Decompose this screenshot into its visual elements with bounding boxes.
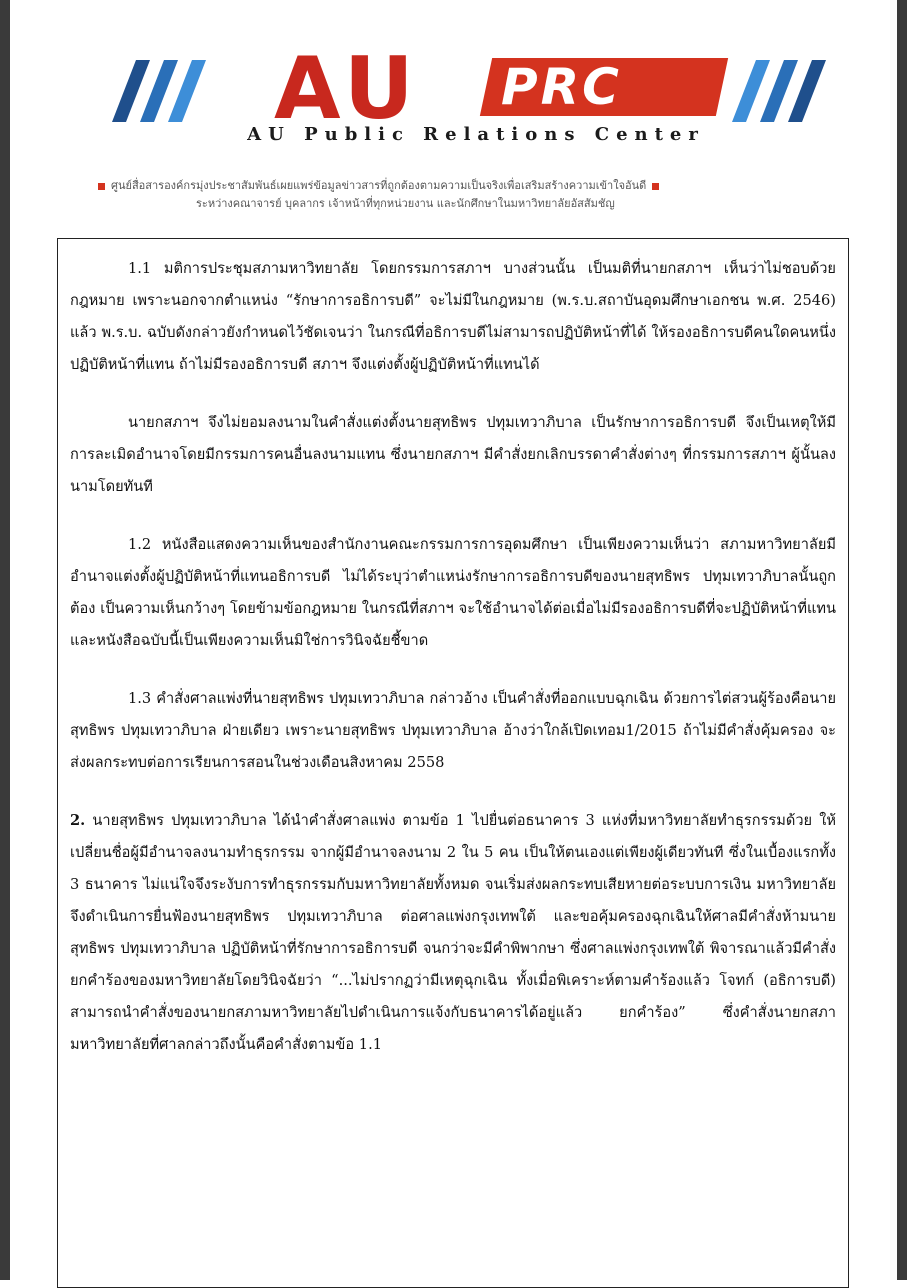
paragraph-1-1: 1.1 มติการประชุมสภามหาวิทยาลัย โดยกรรมการสภาฯ บางส่วนนั้น เป็นมติที่นายกสภาฯ เห็นว่าไม่ชอบด้วยกฎหมาย เพราะนอกจากตำแหน่ง “รักษาการอธิการบดี” จะไม่มีในกฎหมาย (พ.ร.บ.สถาบันอุดมศึกษาเอกชน พ.ศ. 2546) แล้ว พ.ร.บ. ฉบับดังกล่าวยังกำหนดไว้ชัดเจนว่า ในกรณีที่อธิการบดีไม่สามารถปฏิบัติหน้าที่ได้ ให้รองอธิการบดีคนใดคนหนึ่งปฏิบัติหน้าที่แทน ถ้าไม่มีรองอธิการบดี สภาฯ จึงแต่งตั้งผู้ปฏิบัติหน้าที่แทนได้ <box>70 260 836 373</box>
tagline-1-text: ศูนย์สื่อสารองค์กรมุ่งประชาสัมพันธ์เผยแพร่ข้อมูลข่าวสารที่ถูกต้องตามความเป็นจริงเพื่อเสริมสร้างความเข้าใจอันดี <box>111 179 647 192</box>
au-prc-logo <box>106 38 846 148</box>
tagline-line-2 <box>196 194 907 212</box>
paragraph-2 <box>70 805 836 1061</box>
header <box>10 0 897 232</box>
bullet-square-icon <box>98 183 105 190</box>
logo-subtitle: AU Public Relations Center <box>247 124 705 145</box>
tagline-2-text: ระหว่างคณาจารย์ บุคลากร เจ้าหน้าที่ทุกหน่วยงาน และนักศึกษาในมหาวิทยาลัยอัสสัมชัญ <box>196 197 615 210</box>
logo-au-text: AU <box>274 39 420 139</box>
left-edge <box>0 0 10 1280</box>
paragraph-2-number: 2. <box>70 812 86 829</box>
paragraph-2-text: นายสุทธิพร ปทุมเทวาภิบาล ได้นำคำสั่งศาลแพ่ง ตามข้อ 1 ไปยื่นต่อธนาคาร 3 แห่งที่มหาวิทยาลัยทำธุรกรรมด้วย ให้เปลี่ยนชื่อผู้มีอำนาจลงนามทำธุรกรรม จากผู้มีอำนาจลงนาม 2 ใน 5 คน เป็นให้ตนเองแต่เพียงผู้เดียวทันที ซึ่งในเบื้องแรกทั้ง 3 ธนาคาร ไม่แน่ใจจึงระงับการทำธุรกรรมกับมหาวิทยาลัยทั้งหมด จนเริ่มส่งผลกระทบเสียหายต่อระบบการเงิน มหาวิทยาลัยจึงดำเนินการยื่นฟ้องนายสุทธิพร ปทุมเทวาภิบาล ต่อศาลแพ่งกรุงเทพใต้ และขอคุ้มครองฉุกเฉินให้ศาลมีคำสั่งห้ามนายสุทธิพร ปทุมเทวาภิบาล ปฏิบัติหน้าที่รักษาการอธิการบดี จนกว่าจะมีคำพิพากษา ซึ่งศาลแพ่งกรุงเทพใต้ พิจารณาแล้วมีคำสั่งยกคำร้องของมหาวิทยาลัยโดยวินิจฉัยว่า “...ไม่ปรากฏว่ามีเหตุฉุกเฉิน ทั้งเมื่อพิเคราะห์ตามคำร้องแล้ว โจทก์ (อธิการบดี) สามารถนำคำสั่งของนายกสภามหาวิทยาลัยไปดำเนินการแจ้งกับธนาคารได้อยู่แล้ว ยกคำร้อง” ซึ่งคำสั่งนายกสภามหาวิทยาลัยที่ศาลกล่าวถึงนั้นคือคำสั่งตามข้อ 1.1 <box>70 812 836 1053</box>
document-body <box>57 238 849 1288</box>
paragraph-1-2: 1.2 หนังสือแสดงความเห็นของสำนักงานคณะกรรมการการอุดมศึกษา เป็นเพียงความเห็นว่า สภามหาวิทยาลัยมีอำนาจแต่งตั้งผู้ปฏิบัติหน้าที่แทนอธิการบดี ไม่ได้ระบุว่าตำแหน่งรักษาการอธิการบดีของนายสุทธิพร ปทุมเทวาภิบาลนั้นถูกต้อง เป็นความเห็นกว้างๆ โดยข้ามข้อกฎหมาย ในกรณีที่สภาฯ จะใช้อำนาจได้ต่อเมื่อไม่มีรองอธิการบดีที่จะปฏิบัติหน้าที่แทน และหนังสือฉบับนี้เป็นเพียงความเห็นมิใช่การวินิจฉัยชี้ขาด <box>70 536 836 649</box>
logo-prc-text: PRC <box>501 58 622 116</box>
bullet-square-icon <box>652 183 659 190</box>
right-edge <box>897 0 907 1280</box>
tagline-line-1 <box>92 176 842 194</box>
paragraph-1-3: 1.3 คำสั่งศาลแพ่งที่นายสุทธิพร ปทุมเทวาภิบาล กล่าวอ้าง เป็นคำสั่งที่ออกแบบฉุกเฉิน ด้วยการไต่สวนผู้ร้องคือนายสุทธิพร ปทุมเทวาภิบาล ฝ่ายเดียว เพราะนายสุทธิพร ปทุมเทวาภิบาล อ้างว่าใกล้เปิดเทอม1/2015 ถ้าไม่มีคำสั่งคุ้มครอง จะส่งผลกระทบต่อการเรียนการสอนในช่วงเดือนสิงหาคม 2558 <box>70 690 836 771</box>
paragraph-1-1-cont: นายกสภาฯ จึงไม่ยอมลงนามในคำสั่งแต่งตั้งนายสุทธิพร ปทุมเทวาภิบาล เป็นรักษาการอธิการบดี จึงเป็นเหตุให้มีการละเมิดอำนาจโดยมีกรรมการคนอื่นลงนามแทน ซึ่งนายกสภาฯ มีคำสั่งยกเลิกบรรดาคำสั่งต่างๆ ที่กรรมการสภาฯ ผู้นั้นลงนามโดยทันที <box>70 414 836 495</box>
